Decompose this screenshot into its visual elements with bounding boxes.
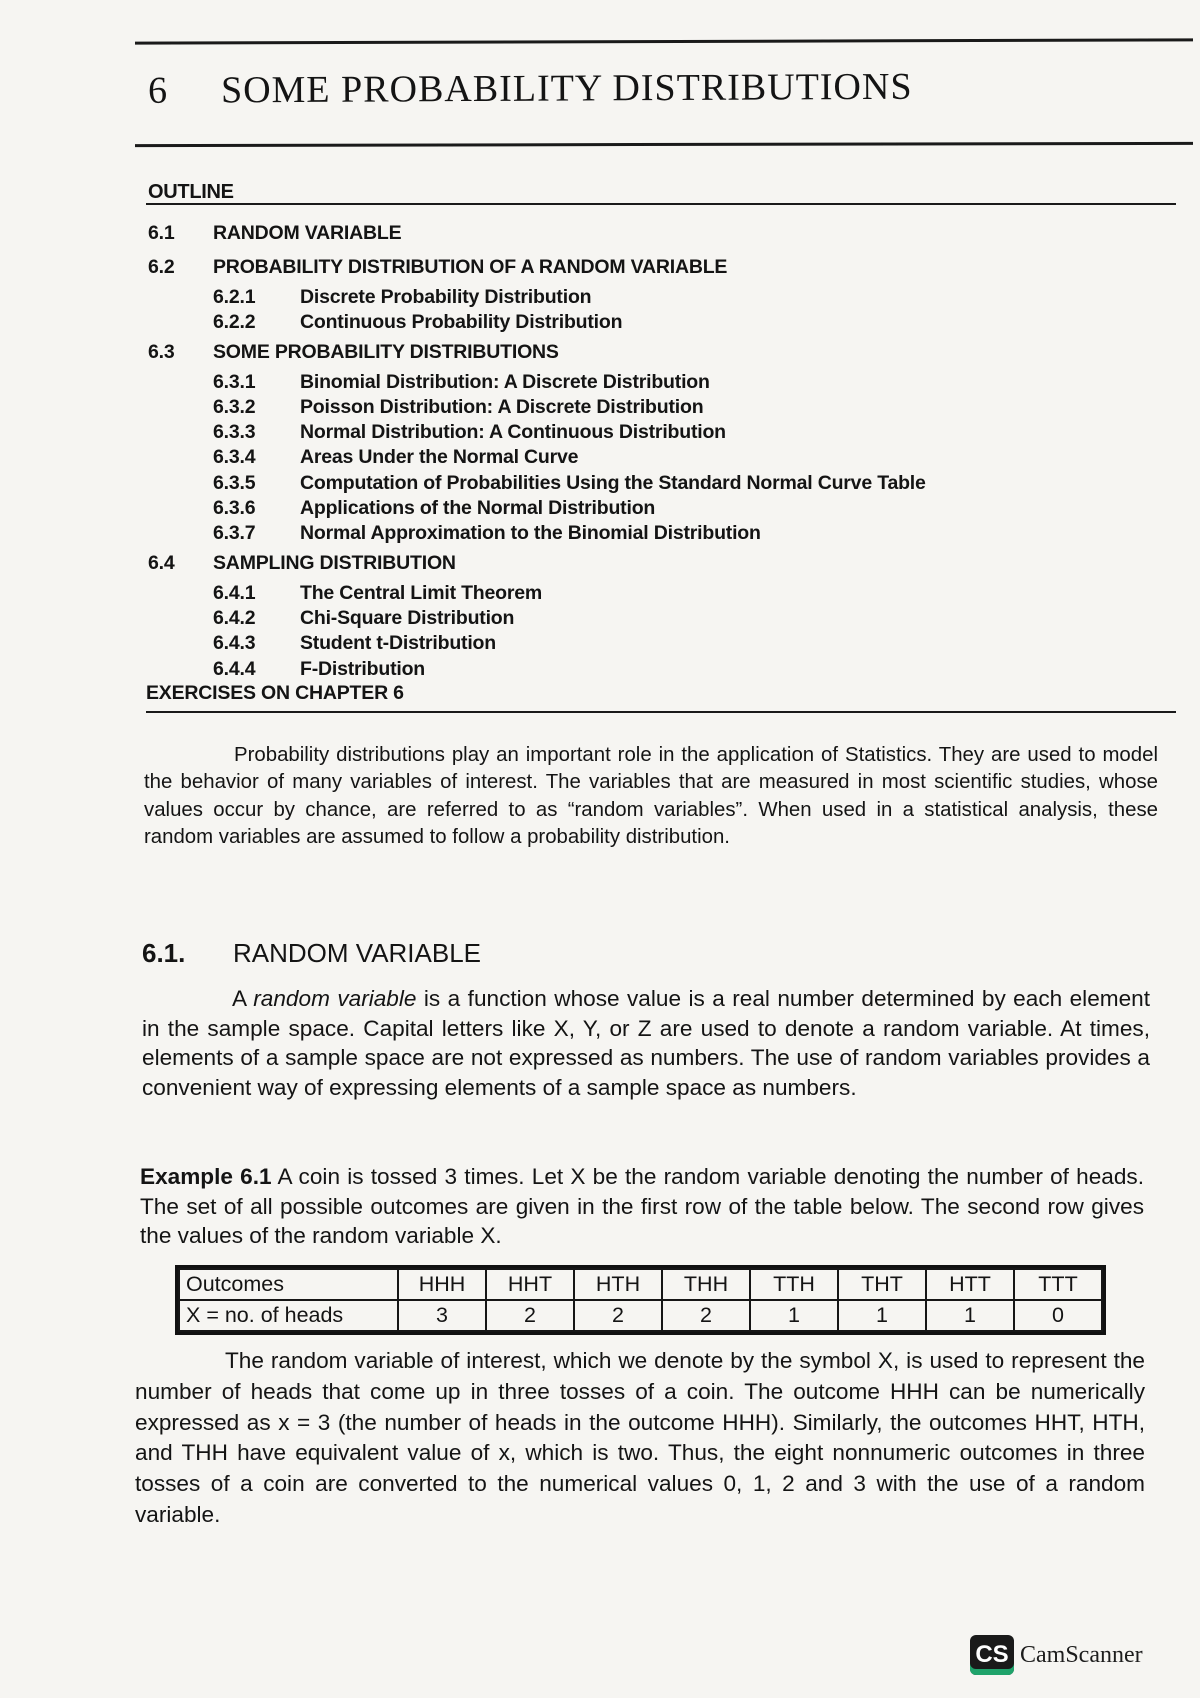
subsection-number: 6.3.4 bbox=[213, 446, 256, 469]
outline-section bbox=[148, 222, 1188, 252]
outline-subsection bbox=[148, 371, 1188, 396]
subsection-number: 6.3.6 bbox=[213, 497, 256, 520]
outline-subsection bbox=[148, 632, 1188, 657]
section-heading-number: 6.1. bbox=[142, 938, 186, 968]
camscanner-watermark bbox=[970, 1635, 1143, 1675]
outline-end-rule bbox=[146, 711, 1176, 713]
subsection-number: 6.3.5 bbox=[213, 471, 256, 494]
table-cell: HHT bbox=[486, 1269, 574, 1300]
example-label: Example 6.1 bbox=[140, 1164, 272, 1189]
outline-subsection bbox=[148, 286, 1188, 311]
subsection-number: 6.2.1 bbox=[213, 286, 256, 308]
section-label: RANDOM VARIABLE bbox=[213, 222, 402, 244]
subsection-number: 6.4.1 bbox=[213, 581, 256, 604]
outline-heading: OUTLINE bbox=[148, 181, 234, 203]
table-cell: HTH bbox=[574, 1269, 662, 1300]
section-label: PROBABILITY DISTRIBUTION OF A RANDOM VARIABLE bbox=[213, 256, 728, 278]
subsection-label: Normal Distribution: A Continuous Distribution bbox=[300, 421, 726, 444]
subsection-number: 6.3.7 bbox=[213, 522, 256, 545]
intro-text: Probability distributions play an important role in the application of Statistics. They are used to model the behavior of many variables of interest. The variables that are measured in most scientific studies, whose values occur by chance, are referred to as “random variables”. When used in a statistical analysis, these random variables are assumed to follow a probability distribution. bbox=[144, 744, 1158, 849]
outline-list bbox=[148, 222, 1188, 683]
table-cell: 2 bbox=[662, 1300, 750, 1331]
section-heading-title: RANDOM VARIABLE bbox=[233, 938, 482, 968]
table-cell: 1 bbox=[838, 1300, 926, 1331]
subsection-label: Chi-Square Distribution bbox=[300, 606, 515, 629]
outline-section bbox=[148, 341, 1188, 371]
subsection-number: 6.4.2 bbox=[213, 606, 256, 629]
chapter-number: 6 bbox=[147, 69, 169, 112]
table-cell: 0 bbox=[1014, 1300, 1102, 1331]
intro-paragraph bbox=[144, 742, 1158, 852]
subsection-label: Poisson Distribution: A Discrete Distribution bbox=[300, 395, 704, 418]
outline-subsection bbox=[148, 396, 1188, 421]
subsection-label: Areas Under the Normal Curve bbox=[300, 446, 579, 469]
explanation-paragraph bbox=[135, 1346, 1145, 1531]
outline-subsection bbox=[148, 497, 1188, 522]
section-number: 6.3 bbox=[148, 340, 175, 363]
section-heading bbox=[142, 938, 481, 969]
table-cell: 3 bbox=[398, 1300, 486, 1331]
definition-article: A bbox=[232, 986, 254, 1011]
section-label: SAMPLING DISTRIBUTION bbox=[213, 551, 456, 574]
subsection-label: Student t-Distribution bbox=[300, 632, 496, 655]
table-cell: THT bbox=[838, 1269, 926, 1300]
section-number: 6.2 bbox=[148, 256, 175, 278]
table-cell: 1 bbox=[926, 1300, 1014, 1331]
outcomes-table bbox=[178, 1268, 1103, 1332]
table-cell: THH bbox=[662, 1269, 750, 1300]
outline-subsection bbox=[148, 582, 1188, 607]
outline-subsection bbox=[148, 658, 1188, 683]
subsection-number: 6.4.4 bbox=[213, 657, 256, 680]
subsection-number: 6.3.2 bbox=[213, 395, 256, 418]
subsection-label: The Central Limit Theorem bbox=[300, 581, 543, 604]
subsection-number: 6.4.3 bbox=[213, 632, 256, 655]
subsection-label: Normal Approximation to the Binomial Distribution bbox=[300, 522, 761, 545]
camscanner-logo-icon: CS bbox=[970, 1635, 1014, 1675]
table-cell: HTT bbox=[926, 1269, 1014, 1300]
subsection-label: Applications of the Normal Distribution bbox=[300, 497, 656, 520]
section-number: 6.4 bbox=[148, 551, 175, 574]
outline-subsection bbox=[148, 421, 1188, 446]
section-label: SOME PROBABILITY DISTRIBUTIONS bbox=[213, 340, 559, 363]
table-cell: 2 bbox=[574, 1300, 662, 1331]
subsection-label: F-Distribution bbox=[300, 657, 426, 680]
subsection-number: 6.3.3 bbox=[213, 421, 256, 444]
table-cell: 2 bbox=[486, 1300, 574, 1331]
definition-term: random variable bbox=[253, 986, 417, 1011]
heading-rule bbox=[135, 142, 1193, 147]
subsection-number: 6.2.2 bbox=[213, 311, 256, 334]
table-cell: HHH bbox=[398, 1269, 486, 1300]
table-row bbox=[179, 1269, 1102, 1300]
top-rule bbox=[135, 38, 1193, 44]
outline-rule bbox=[146, 203, 1176, 205]
table-cell: TTH bbox=[750, 1269, 838, 1300]
example-text: A coin is tossed 3 times. Let X be the random variable denoting the number of heads. The set of all possible outcomes are given in the first row of the table below. The second row gives the values of the random variable X. bbox=[140, 1164, 1145, 1249]
chapter-title: SOME PROBABILITY DISTRIBUTIONS bbox=[220, 65, 913, 112]
table-row-header: Outcomes bbox=[179, 1269, 398, 1300]
outline-subsection bbox=[148, 522, 1188, 547]
camscanner-label: CamScanner bbox=[1020, 1641, 1143, 1668]
outline-subsection bbox=[148, 607, 1188, 632]
section-number: 6.1 bbox=[148, 222, 175, 244]
subsection-label: Continuous Probability Distribution bbox=[300, 311, 623, 334]
outline-subsection bbox=[148, 311, 1188, 336]
outline-section bbox=[148, 552, 1188, 582]
outline-subsection bbox=[148, 446, 1188, 471]
subsection-number: 6.3.1 bbox=[213, 370, 256, 393]
outline-section bbox=[148, 256, 1188, 286]
subsection-label: Binomial Distribution: A Discrete Distribution bbox=[300, 370, 710, 393]
table-cell: 1 bbox=[750, 1300, 838, 1331]
outline-subsection bbox=[148, 472, 1188, 497]
outline-exercises: EXERCISES ON CHAPTER 6 bbox=[146, 682, 404, 704]
subsection-label: Discrete Probability Distribution bbox=[300, 286, 592, 308]
definition-paragraph bbox=[142, 984, 1150, 1102]
subsection-label: Computation of Probabilities Using the Standard Normal Curve Table bbox=[300, 471, 926, 494]
definition-text: is a function whose value is a real number determined by each element in the sample space. Capital letters like X, Y, or Z are used to denote a random variable. At times, elements of a sample space are not expressed as numbers. The use of random variables provides a convenient way of expressing elements of a sample space as numbers. bbox=[142, 986, 1150, 1100]
table-cell: TTT bbox=[1014, 1269, 1102, 1300]
table-row bbox=[179, 1300, 1102, 1331]
explanation-text: The random variable of interest, which we denote by the symbol X, is used to represent the number of heads that come up in three tosses of a coin. The outcome HHH can be numerically expressed as x = 3 (the number of heads in the outcome HHH). Similarly, the outcomes HHT, HTH, and THH have equivalent value of x, which is two. Thus, the eight nonnumeric outcomes in three tosses of a coin are converted to the numerical values 0, 1, 2 and 3 with the use of a random variable. bbox=[135, 1348, 1145, 1527]
chapter-heading bbox=[148, 63, 1188, 112]
example-paragraph bbox=[140, 1162, 1144, 1251]
table-row-header: X = no. of heads bbox=[179, 1300, 398, 1331]
